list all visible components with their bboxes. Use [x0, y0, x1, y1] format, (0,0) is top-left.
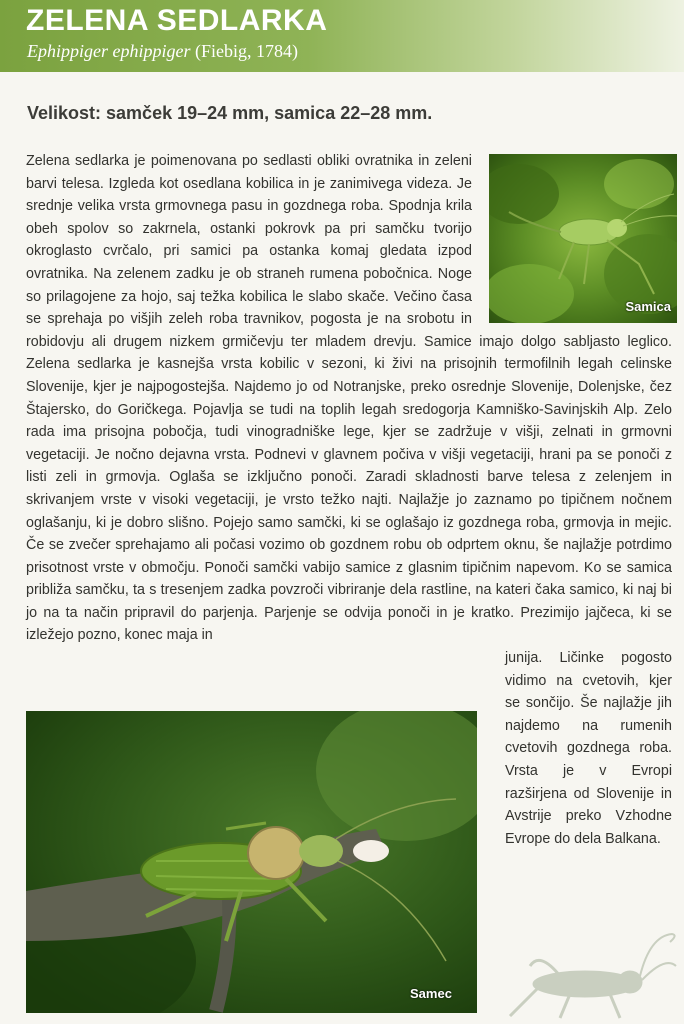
female-photo — [489, 154, 677, 323]
header-banner — [0, 0, 684, 72]
female-photo-caption: Samica — [625, 299, 671, 314]
male-photo-art — [26, 711, 477, 1013]
tail-paragraph: junija. Ličinke pogosto vidimo na cvetovih, kjer se sončijo. Še najlažje jih najdemo na rumenih cvetovih gozdnega roba. Vrsta je v Evropi razširjena od Slovenije in Avstrije preko Vzhodne Evrope do dela Balkana. — [505, 650, 672, 847]
species-latin: Ephippiger ephippiger — [27, 41, 191, 61]
species-name — [27, 41, 298, 62]
male-photo-caption: Samec — [410, 986, 452, 1001]
bush-cricket-silhouette-icon — [500, 926, 680, 1021]
page-title: ZELENA SEDLARKA — [26, 4, 328, 37]
size-heading: Velikost: samček 19–24 mm, samica 22–28 mm. — [27, 103, 433, 123]
species-author: (Fiebig, 1784) — [194, 41, 298, 61]
main-paragraph: Zelena sedlarka je poimenovana po sedlasti obliki ovratnika in zeleni barvi telesa. Izgleda kot osedlana kobilica in je zanimivega videza. Je srednje velika vrsta grmovnega pasu in gozdnega roba. Spodnja krila obeh spolov so zakrnela, ostanki pokrovk pa pri samčku tvorijo okroglasto cvrčalo, pri samici pa ostanka komaj gledata izpod ovratnika. Na zelenem zadku je ob straneh rumena pobočnica. Noge so prilagojene za hojo, saj težka kobilica le slabo skače. Večino časa se sprehaja po višjih zeleh roba travnikov, pogosta je na srobotu in robidovju ali drugem nizkem grmičevju ter mladem drevju. Samice imajo dolgo sabljasto leglico. Zelena sedlarka je kasnejša vrsta kobilic v sezoni, ki živi na prisojnih termofilnih legah celinske Slovenije, kjer je najpogostejša. Najdemo jo od Notranjske, preko osrednje Slovenije, Dolenjske, čez Štajersko, do Goričkega. Pojavlja se tudi na toplih legah sredogorja Kamniško-Savinjskih Alp. Zelo rada ima prisojna pobočja, tudi vinogradniške lege, kjer se zadržuje v višji, zelnati in grmovni vegetaciji. Je nočno dejavna vrsta. Podnevi v glavnem počiva v višji vegetaciji, hrani pa se ponoči z listi zeli in grmovja. Oglaša se izključno ponoči. Zaradi skladnosti barve telesa z zelenjem in skrivanjem vrste v visoki vegetaciji, je vrsto težko najti. Najlažje jo zaznamo po tipičnem nočnem oglašanju, ki je dobro slišno. Pojejo samo samčki, ki se oglašajo iz gozdnega roba, grmovja in mejic. Če se zvečer sprehajamo ali počasi vozimo ob gozdnem robu ob odprtem oknu, še najlažje potrdimo prisotnost vrste v območju. Ponoči samčki vabijo samice z glasnim tipičnim napevom. Ko se samica približa samčku, ta s tresenjem zadka povzroči vibriranje dela rastline, na kateri čaka samico, ki naj bi jo na ta način pripravil do parjenja. Parjenje se odvija ponoči in je kratko. Prezimijo jajčeca, ki se izležejo pozno, konec maja in — [26, 153, 672, 644]
male-photo — [26, 711, 477, 1013]
female-photo-art — [489, 154, 677, 323]
